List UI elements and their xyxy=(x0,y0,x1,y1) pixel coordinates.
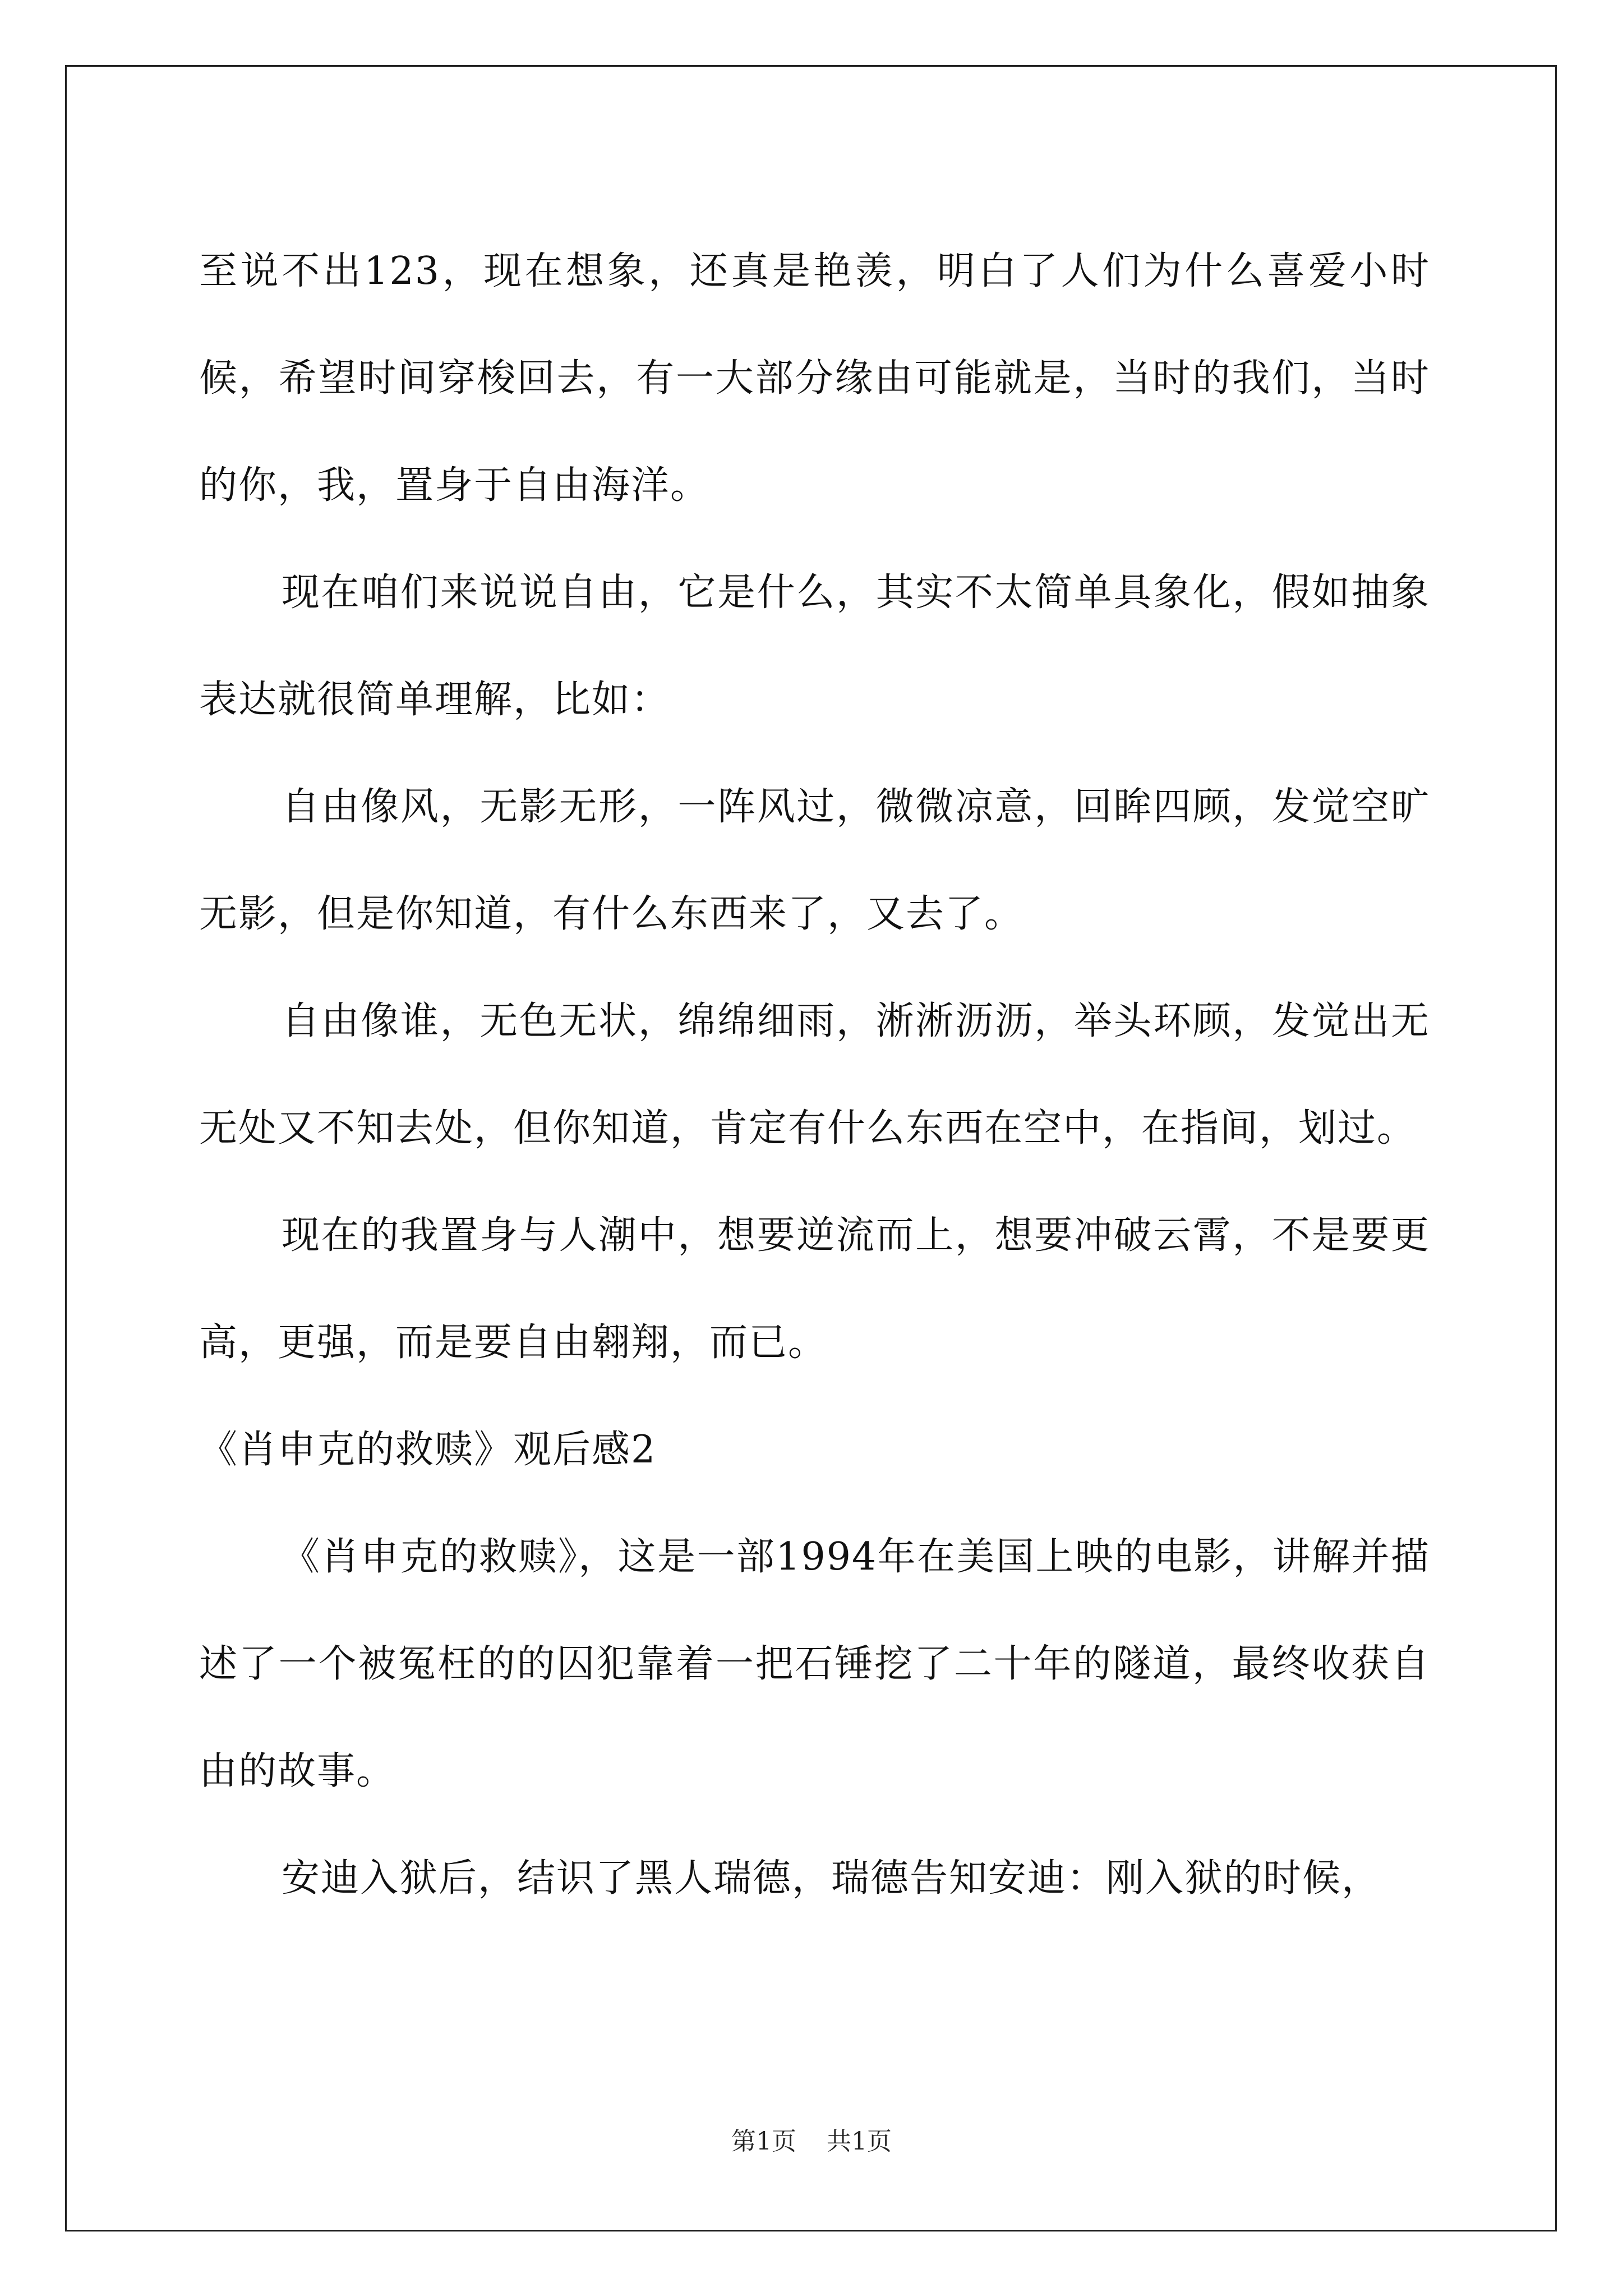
page-total: 共1页 xyxy=(827,2127,892,2156)
paragraph: 现在的我置身与人潮中，想要逆流而上，想要冲破云霄，不是要更高，更强，而是要自由翱翔，而已。 xyxy=(199,1213,1430,1365)
page-footer xyxy=(0,2125,1623,2159)
section-heading: 《肖申克的救赎》观后感2 xyxy=(199,1428,657,1472)
paragraph: 安迪入狱后，结识了黑人瑞德，瑞德告知安迪：刚入狱的时候， xyxy=(282,1856,1381,1901)
paragraph: 至说不出123，现在想象，还真是艳羡，明白了人们为什么喜爱小时候，希望时间穿梭回去，有一大部分缘由可能就是，当时的我们，当时的你，我，置身于自由海洋。 xyxy=(199,249,1430,508)
paragraph: 自由像谁，无色无状，绵绵细雨，淅淅沥沥，举头环顾，发觉出无无处又不知去处，但你知道，肯定有什么东西在空中，在指间，划过。 xyxy=(199,999,1430,1151)
paragraph: 《肖申克的救赎》，这是一部1994年在美国上映的电影，讲解并描述了一个被冤枉的的囚犯靠着一把石锤挖了二十年的隧道，最终收获自由的故事。 xyxy=(199,1535,1430,1793)
document-body xyxy=(199,218,1430,1932)
paragraph: 现在咱们来说说自由，它是什么，其实不太简单具象化，假如抽象表达就很简单理解，比如： xyxy=(199,570,1430,722)
page-number: 第1页 xyxy=(731,2127,796,2156)
paragraph: 自由像风，无影无形，一阵风过，微微凉意，回眸四顾，发觉空旷无影，但是你知道，有什么东西来了，又去了。 xyxy=(199,785,1430,936)
